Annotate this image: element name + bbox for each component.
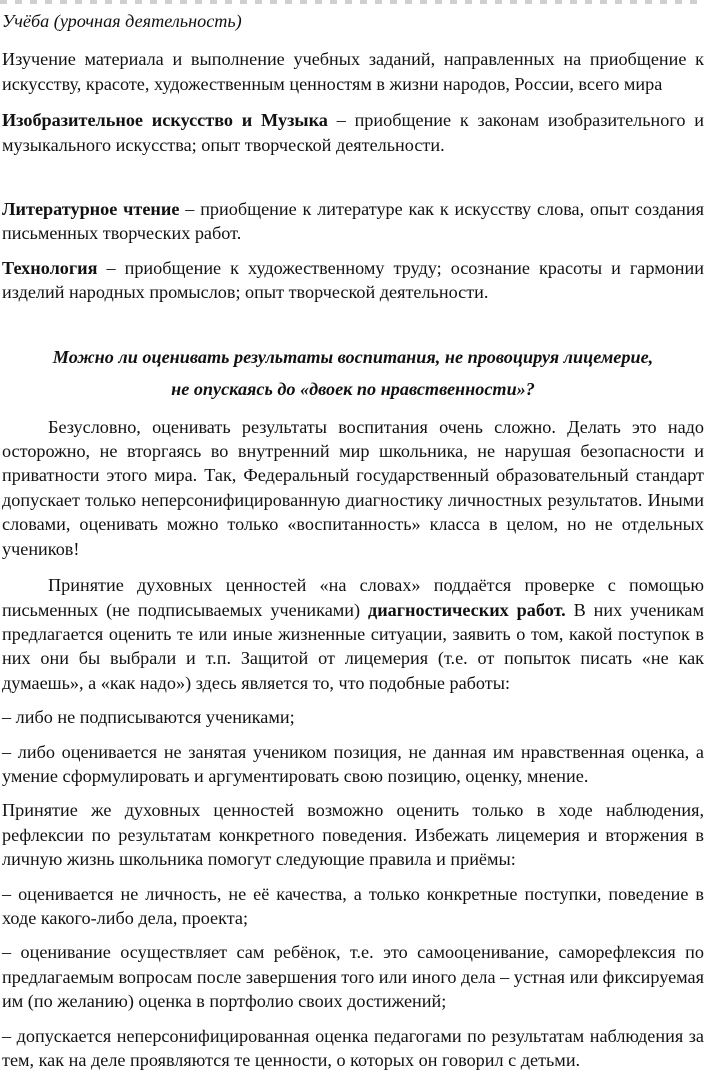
subject-technology [2,256,704,305]
question-heading-line-1: Можно ли оценивать результаты воспитания, не провоцируя лицемерие, [52,346,654,367]
subject-text: – приобщение к литературе как к искусству слова, опыт создания письменных творческих работ. [2,199,704,244]
paragraph-2 [2,573,704,695]
paragraph-2-text-b: В них ученикам предлагается оценить те или иные жизненные ситуации, заявить о том, какой поступок в них они бы выбрали и т.п. Защитой от лицемерия (т.е. от попыток писать «не как думаешь», а «как надо») здесь является то, что подобные работы: [2,599,704,693]
paragraph-2-bold: диагностических работ. [368,599,566,620]
paragraph-1: Безусловно, оценивать результаты воспитания очень сложно. Делать это надо осторожно, не вторгаясь во внутренний мир школьника, не нарушая безопасности и приватности этого мира. Так, Федеральный государственный образовательный стандарт допускает только неперсонифицированную диагностику личностных результатов. Иными словами, оценивать можно только «воспитанность» класса в целом, но не отдельных учеников! [2,416,704,559]
paragraph-2-text-a: Принятие духовных ценностей «на словах» поддаётся проверке с помощью письменных (не подписываемых учениками) [2,575,704,620]
list-2-item: – оценивается не личность, не её качества, а только конкретные поступки, поведение в ходе какого-либо дела, проекта; [2,883,704,928]
list-2-item: – допускается неперсонифицированная оценка педагогами по результатам наблюдения за тем, как на деле проявляются те ценности, о которых он говорил с детьми. [2,1025,704,1070]
subject-name: Литературное чтение [2,199,180,220]
intro-paragraph: Изучение материала и выполнение учебных заданий, направленных на приобщение к искусству, красоте, художественным ценностям в жизни народов, России, всего мира [2,49,704,94]
subject-text: – приобщение к художественному труду; осознание красоты и гармонии изделий народных промыслов; опыт творческой деятельности. [2,257,704,303]
question-heading-line-2: не опускаясь до «двоек по нравственности»? [171,378,535,399]
subject-literature [2,197,704,246]
subject-name: Технология [2,257,98,278]
subject-art-music [2,108,704,157]
list-1-item: – либо оценивается не занятая учеником позиция, не данная им нравственная оценка, а умение сформулировать и аргументировать свою позицию, оценку, мнение. [2,741,704,786]
subject-name: Изобразительное искусство и Музыка [2,110,328,131]
list-1-item: – либо не подписываются учениками; [2,707,295,728]
section-title: Учёба (урочная деятельность) [2,11,242,31]
list-2-item: – оценивание осуществляет сам ребёнок, т.е. это самооценивание, саморефлексия по предлагаемым вопросам после завершения того или иного дела – устная или фиксируемая им (по желанию) оценка в портфолио своих достижений; [2,942,704,1012]
paragraph-3: Принятие же духовных ценностей возможно оценить только в ходе наблюдения, рефлексии по результатам конкретного поведения. Избежать лицемерия и вторжения в личную жизнь школьника помогут следующие правила и приёмы: [2,800,704,870]
subject-text: – приобщение к законам изобразительного и музыкального искусства; опыт творческой деятельности. [2,110,704,155]
